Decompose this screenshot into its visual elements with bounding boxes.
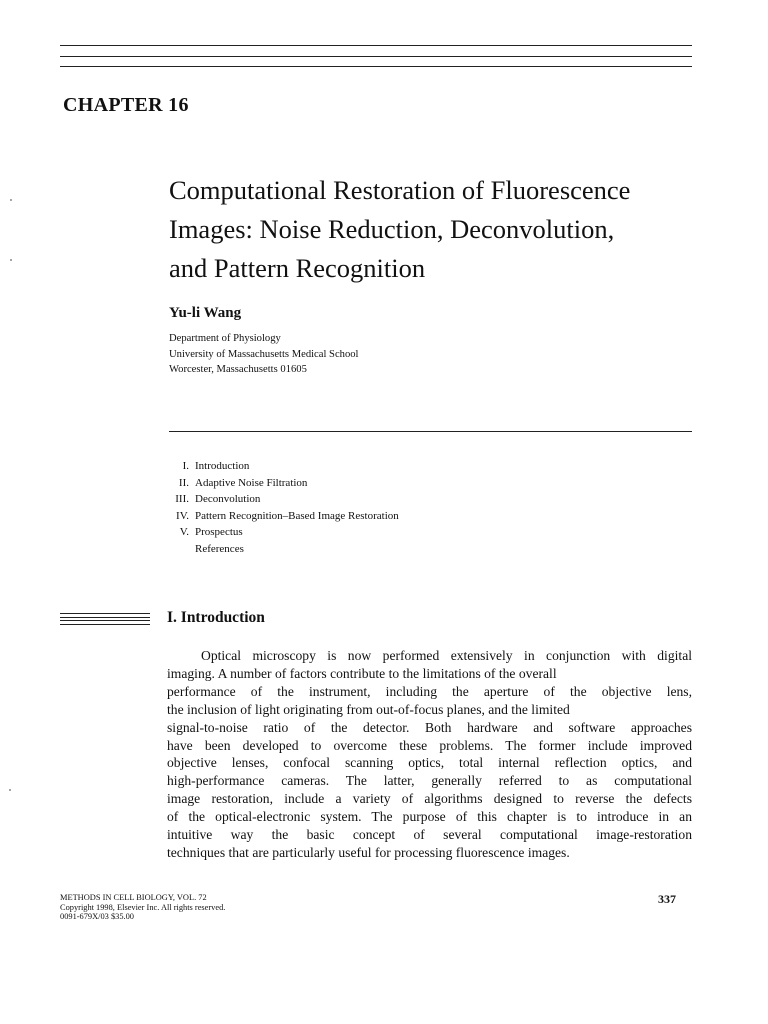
body-line: image restoration, include a variety of algorithms designed to reverse the defects — [167, 791, 692, 807]
margin-speck — [10, 259, 12, 261]
section-marker-bar — [60, 613, 150, 614]
toc-number: V. — [179, 526, 189, 539]
body-line: objective lenses, confocal scanning optics, total internal reflection optics, and — [167, 755, 692, 771]
toc-number: III. — [175, 493, 189, 506]
body-line: intuitive way the basic concept of several computational image-restoration — [167, 827, 692, 843]
top-rule-1 — [60, 45, 692, 46]
toc-item[interactable] — [163, 524, 399, 541]
body-line: signal-to-noise ratio of the detector. Both hardware and software approaches — [167, 719, 692, 735]
toc-number: I. — [182, 460, 189, 472]
section-heading: I. Introduction — [167, 609, 265, 626]
title-line: and Pattern Recognition — [169, 253, 426, 283]
margin-speck — [10, 199, 12, 201]
page-number: 337 — [658, 892, 676, 906]
body-line: high-performance cameras. The latter, generally referred to as computational — [167, 773, 692, 789]
section-marker-bar — [60, 617, 150, 618]
footer-publication-info — [60, 893, 225, 922]
toc-item[interactable] — [163, 475, 399, 492]
title-line: Computational Restoration of Fluorescence — [169, 175, 631, 205]
body-line: performance of the instrument, including the aperture of the objective lens, — [167, 683, 692, 699]
chapter-title — [169, 171, 729, 288]
toc-label: Introduction — [195, 460, 250, 472]
affiliation-line: Department of Physiology — [169, 333, 281, 344]
toc-item[interactable] — [163, 491, 399, 508]
section-marker-bar — [60, 620, 150, 621]
toc-item[interactable] — [163, 458, 399, 475]
footer-code: 0091-679X/03 $35.00 — [60, 912, 134, 922]
author-name: Yu-li Wang — [169, 305, 242, 321]
body-line: of the optical-electronic system. The purpose of this chapter is to introduce in an — [167, 809, 692, 825]
top-rule-3 — [60, 66, 692, 67]
affiliation-line: University of Massachusetts Medical School — [169, 348, 359, 360]
affiliation-line: Worcester, Massachusetts 01605 — [169, 364, 307, 375]
toc-number: IV. — [176, 509, 189, 522]
toc-item[interactable] — [163, 508, 399, 525]
footer-copyright: Copyright 1998, Elsevier Inc. All rights reserved. — [60, 902, 226, 912]
body-line: techniques that are particularly useful for processing fluorescence images. — [167, 844, 570, 860]
toc-item[interactable] — [163, 541, 399, 558]
body-line: have been developed to overcome these problems. The former include improved — [167, 737, 692, 753]
toc-label: Adaptive Noise Filtration — [195, 476, 308, 489]
toc-label: Pattern Recognition–Based Image Restoration — [195, 509, 399, 522]
toc-label: References — [195, 542, 244, 555]
top-rule-2 — [60, 56, 692, 57]
chapter-label: CHAPTER 16 — [63, 94, 189, 116]
toc-number: II. — [178, 476, 189, 489]
toc-label: Deconvolution — [195, 493, 261, 506]
margin-speck — [9, 789, 11, 791]
body-line: the inclusion of light originating from out-of-focus planes, and the limited — [167, 701, 570, 717]
title-line: Images: Noise Reduction, Deconvolution, — [169, 214, 615, 244]
body-paragraph — [167, 647, 692, 862]
toc-number — [163, 541, 195, 558]
section-marker-bar — [60, 624, 150, 625]
toc-label: Prospectus — [195, 526, 243, 539]
table-of-contents — [163, 458, 399, 558]
footer-journal: METHODS IN CELL BIOLOGY, VOL. 72 — [60, 893, 207, 902]
affiliation — [169, 331, 358, 378]
body-line: Optical microscopy is now performed extensively in conjunction with digital — [201, 648, 692, 663]
section-marker — [60, 613, 150, 628]
toc-divider — [169, 431, 692, 432]
body-line: imaging. A number of factors contribute to the limitations of the overall — [167, 665, 557, 681]
